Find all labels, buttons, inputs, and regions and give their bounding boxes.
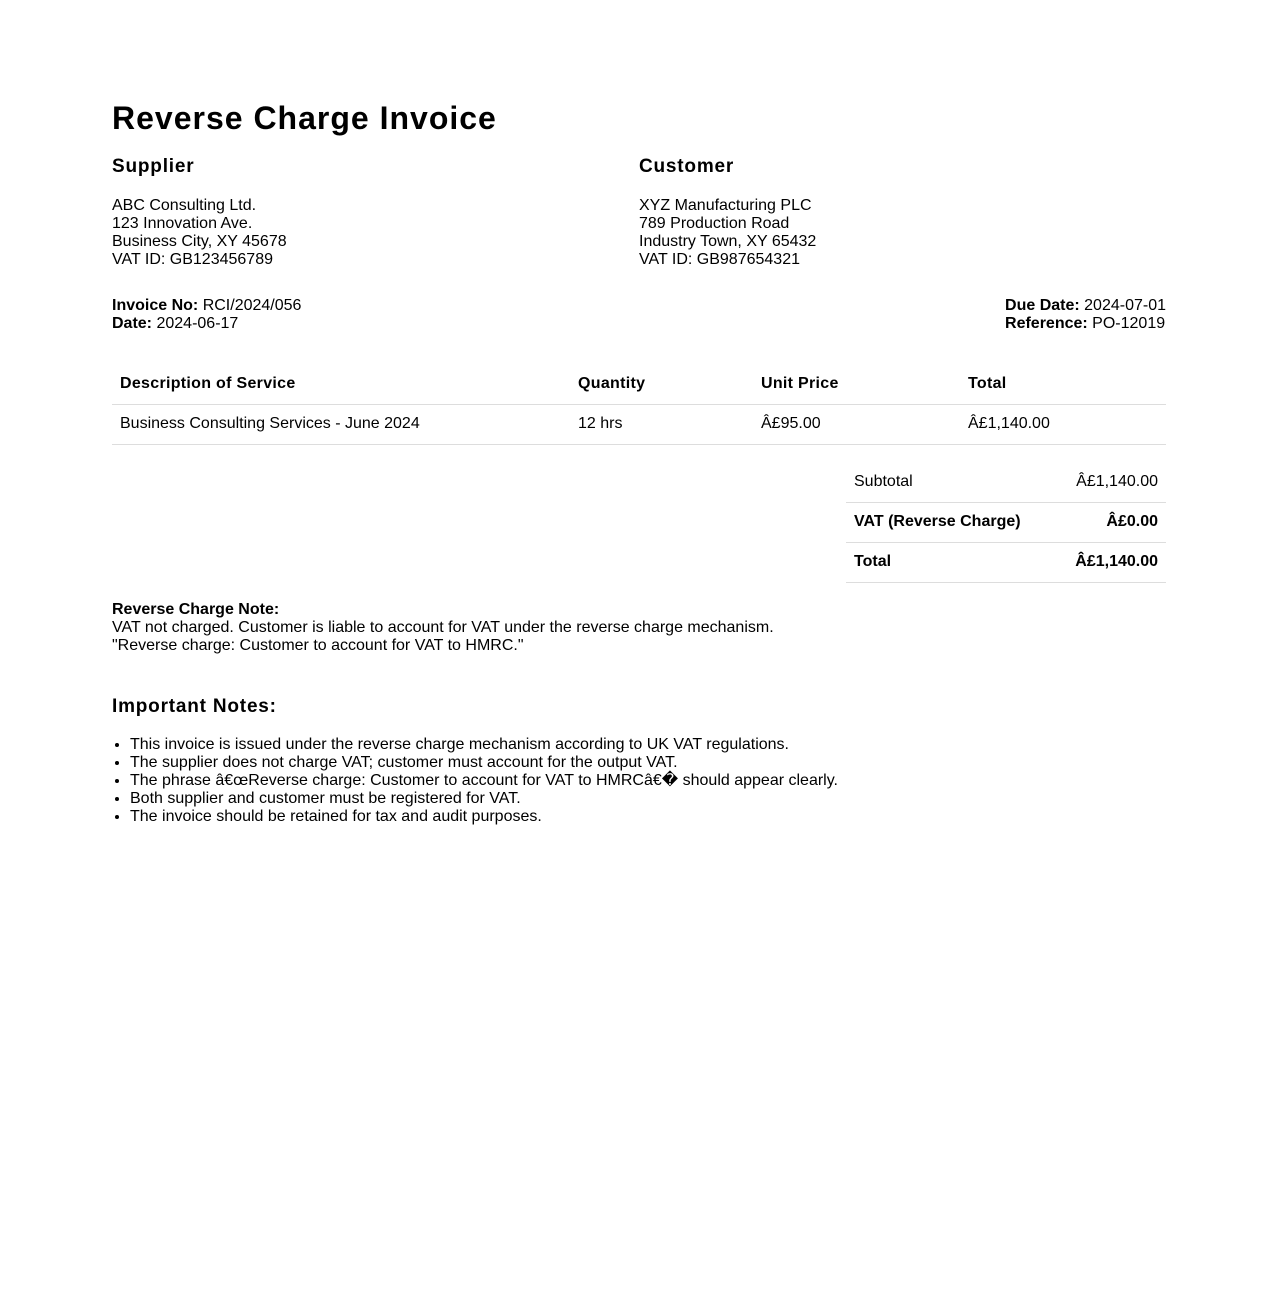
subtotal-value: Â£1,140.00 <box>1054 463 1166 503</box>
item-total: Â£1,140.00 <box>960 405 1166 445</box>
invoice-date-row <box>112 315 301 333</box>
invoice-number-value: RCI/2024/056 <box>202 297 302 314</box>
supplier-heading: Supplier <box>112 156 195 177</box>
header-total: Total <box>960 369 1166 405</box>
supplier-block <box>112 156 639 269</box>
subtotal-label: Subtotal <box>846 463 1054 503</box>
item-unit-price: Â£95.00 <box>753 405 960 445</box>
table-row <box>112 405 1166 445</box>
reverse-charge-note-title: Reverse Charge Note: <box>112 601 280 618</box>
line-items-table <box>112 369 1166 445</box>
vat-label: VAT (Reverse Charge) <box>846 503 1054 543</box>
customer-heading: Customer <box>639 156 735 177</box>
customer-vat-id: VAT ID: GB987654321 <box>639 251 800 268</box>
supplier-address-line-2: Business City, XY 45678 <box>112 233 287 250</box>
supplier-name: ABC Consulting Ltd. <box>112 197 257 214</box>
invoice-date-label: Date: <box>112 315 153 332</box>
totals-table <box>846 463 1166 583</box>
invoice-meta <box>112 297 1166 333</box>
line-items-header-row <box>112 369 1166 405</box>
due-date-label: Due Date: <box>1005 297 1080 314</box>
reverse-charge-note-line-1: VAT not charged. Customer is liable to account for VAT under the reverse charge mechanism. <box>112 619 774 636</box>
invoice-number-label: Invoice No: <box>112 297 199 314</box>
customer-address-line-2: Industry Town, XY 65432 <box>639 233 817 250</box>
total-label: Total <box>846 543 1054 583</box>
invoice-page <box>112 0 1166 826</box>
customer-address-line-1: 789 Production Road <box>639 215 790 232</box>
invoice-title: Reverse Charge Invoice <box>112 100 497 136</box>
item-quantity: 12 hrs <box>570 405 753 445</box>
supplier-address-line-1: 123 Innovation Ave. <box>112 215 253 232</box>
item-description: Business Consulting Services - June 2024 <box>112 405 570 445</box>
due-date-row <box>1005 297 1166 315</box>
list-item: • Both supplier and customer must be registered for VAT. <box>130 790 1166 808</box>
invoice-meta-left <box>112 297 301 333</box>
reverse-charge-note-line-2: "Reverse charge: Customer to account for VAT to HMRC." <box>112 637 524 654</box>
due-date-value: 2024-07-01 <box>1084 297 1166 314</box>
total-row <box>846 543 1166 583</box>
reverse-charge-note <box>112 601 1166 655</box>
customer-block <box>639 156 1166 269</box>
reference-row <box>1005 315 1166 333</box>
supplier-vat-id: VAT ID: GB123456789 <box>112 251 273 268</box>
reference-value: PO-12019 <box>1092 315 1166 332</box>
list-item: • The supplier does not charge VAT; customer must account for the output VAT. <box>130 754 1166 772</box>
list-item: • This invoice is issued under the reverse charge mechanism according to UK VAT regulations. <box>130 736 1166 754</box>
parties-section <box>112 156 1166 269</box>
list-item: • The invoice should be retained for tax and audit purposes. <box>130 808 1166 826</box>
subtotal-row <box>846 463 1166 503</box>
header-description: Description of Service <box>112 369 570 405</box>
header-unit-price: Unit Price <box>753 369 960 405</box>
invoice-meta-right <box>1005 297 1166 333</box>
vat-value: Â£0.00 <box>1054 503 1166 543</box>
important-notes-list <box>112 736 1166 826</box>
header-quantity: Quantity <box>570 369 753 405</box>
customer-name: XYZ Manufacturing PLC <box>639 197 812 214</box>
list-item: • The phrase â€œReverse charge: Customer to account for VAT to HMRCâ€� should appear clearly. <box>130 772 1166 790</box>
invoice-number-row <box>112 297 301 315</box>
important-notes-heading: Important Notes: <box>112 696 277 717</box>
reference-label: Reference: <box>1005 315 1088 332</box>
invoice-date-value: 2024-06-17 <box>156 315 239 332</box>
total-value: Â£1,140.00 <box>1054 543 1166 583</box>
vat-row <box>846 503 1166 543</box>
